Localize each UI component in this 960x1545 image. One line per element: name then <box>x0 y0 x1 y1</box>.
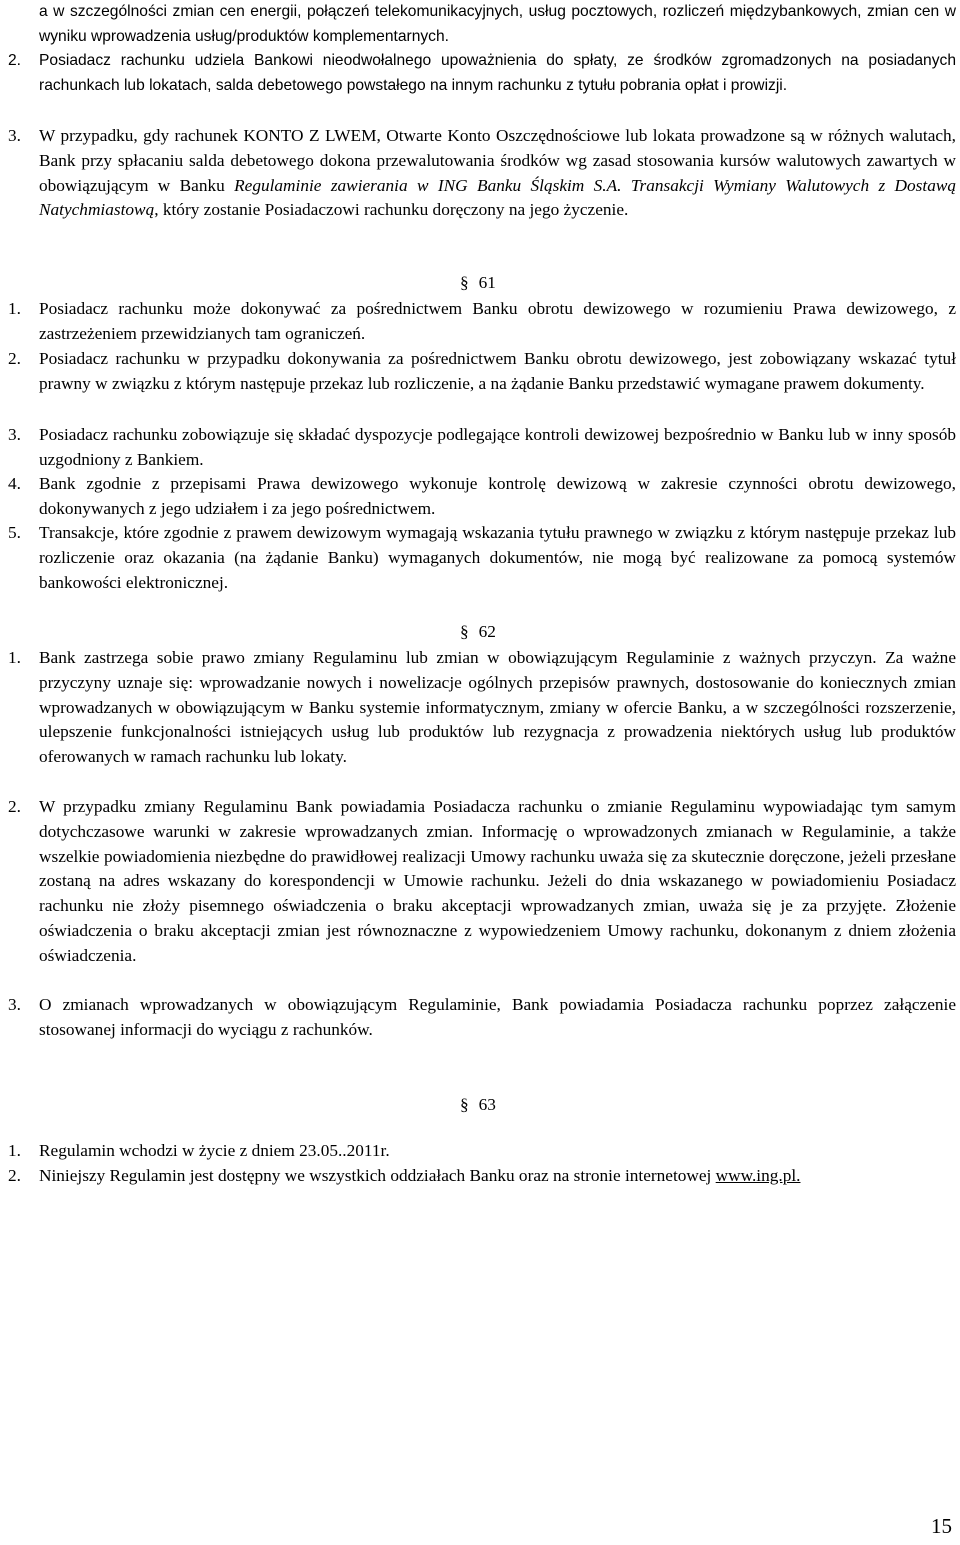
list-item <box>8 795 956 969</box>
item-number: 2. <box>8 1166 21 1185</box>
section-symbol: § <box>460 273 469 292</box>
item-number: 3. <box>8 126 21 145</box>
list-item <box>8 124 956 223</box>
section-heading-63 <box>460 1093 496 1117</box>
list-item <box>8 993 956 1043</box>
item-number: 3. <box>8 425 21 444</box>
item-text: Posiadacz rachunku udziela Bankowi nieodwołalnego upoważnienia do spłaty, ze środków zgromadzonych na posiadanych rachunkach lub lokatach, salda debetowego powstałego na innym rachunku z tytułu pobrania opłat i prowizji. <box>39 52 956 94</box>
list-item <box>8 423 956 473</box>
item-text: Bank zgodnie z przepisami Prawa dewizowego wykonuje kontrolę dewizową w zakresie czynności obrotu dewizowego, dokonywanych z jego udziałem i za jego pośrednictwem. <box>39 474 956 518</box>
item-text: Bank zastrzega sobie prawo zmiany Regulaminu lub zmian w obowiązującym Regulaminie z ważnych przyczyn. Za ważne przyczyny uznaje się: wprowadzanie nowych i nowelizacje ogólnych przepisów prawnych, dostosowanie do koniecznych zmian wprowadzanych w obowiązującym w Banku systemie informatycznym, zmiany w ofercie Banku, a w szczególności rozszerzenie, ulepszenie funkcjonalności istniejących usług lub produktów lub rezygnacja z prowadzenia niektórych usług lub produktów oferowanych w ramach rachunku lub lokaty. <box>39 648 956 767</box>
item-text: Transakcje, które zgodnie z prawem dewizowym wymagają wskazania tytułu prawnego w związku z którym następuje przekaz lub rozliczenie oraz okazania (na żądanie Banku) wymaganych dokumentów, nie mogą być realizowane za pomocą systemów bankowości elektronicznej. <box>39 523 956 592</box>
text-run: Niniejszy Regulamin jest dostępny we wszystkich oddziałach Banku oraz na stronie internetowej <box>39 1166 716 1185</box>
item-text <box>39 1164 956 1189</box>
item-number: 4. <box>8 474 21 493</box>
item-text: Regulamin wchodzi w życie z dniem 23.05..2011r. <box>39 1141 390 1160</box>
section-number: 63 <box>478 1095 496 1114</box>
item-text: Posiadacz rachunku w przypadku dokonywania za pośrednictwem Banku obrotu dewizowego, jest zobowiązany wskazać tytuł prawny w związku z którym następuje przekaz lub rozliczenie, a na żądanie Banku przedstawić wymagane prawem dokumenty. <box>39 349 956 393</box>
text-run: , który zostanie Posiadaczowi rachunku doręczony na jego życzenie. <box>154 200 629 220</box>
item-number: 1. <box>8 299 21 318</box>
text-run: W przypadku, gdy rachunek KONTO Z LWEM, Otwarte Konto Oszczędnościowe lub lokata prowadzone są w różnych walutach, Bank przy spłacaniu salda debetowego dokona przewalutowania środków wg zasad stosowania kursów walutowych zawartych w obowiązującym w Banku <box>39 126 956 195</box>
item-text: Posiadacz rachunku może dokonywać za pośrednictwem Banku obrotu dewizowego w rozumieniu Prawa dewizowego, z zastrzeżeniem przewidzianych tam ograniczeń. <box>39 299 956 343</box>
item-number: 2. <box>8 797 21 816</box>
list-item <box>8 1164 956 1189</box>
list-item <box>8 347 956 397</box>
website-link[interactable]: www.ing.pl. <box>715 1166 801 1185</box>
italic-reference: Regulaminie zawierania w ING Banku Śląskim S.A. Transakcji Wymiany Walutowych z Dostawą Natychmiastową <box>39 175 957 220</box>
item-number: 5. <box>8 523 21 542</box>
page-number: 15 <box>931 1514 952 1538</box>
section-symbol: § <box>460 622 469 641</box>
item-number: 1. <box>8 1141 21 1160</box>
item-number: 2. <box>8 52 22 69</box>
section-heading-62 <box>460 620 496 644</box>
section-symbol: § <box>460 1095 469 1114</box>
section-number: 62 <box>478 622 496 641</box>
list-item <box>8 49 956 98</box>
list-item <box>8 646 956 770</box>
list-item <box>8 297 956 347</box>
list-item <box>8 521 956 595</box>
item-number: 2. <box>8 349 21 368</box>
item-number: 3. <box>8 995 21 1014</box>
item-text <box>39 124 956 223</box>
section-heading-61 <box>460 271 496 295</box>
item-number: 1. <box>8 648 21 667</box>
item-text: W przypadku zmiany Regulaminu Bank powiadamia Posiadacza rachunku o zmianie Regulaminu wypowiadając tym samym dotychczasowe warunki w zakresie wprowadzanych zmian. Informację o wprowadzonych zmianach w Regulaminie, a także wszelkie powiadomienia niezbędne do prawidłowej realizacji Umowy rachunku uważa się za skutecznie doręczone, jeżeli przesłane zostaną na adres wskazany do korespondencji w Umowie rachunku. Jeżeli do dnia wskazanego w powiadomieniu Posiadacz rachunku nie złoży pisemnego oświadczenia o braku akceptacji wprowadzanych zmian, uważa się je za przyjęte. Złożenie oświadczenia o braku akceptacji zmian jest równoznaczne z wypowiedzeniem Umowy rachunku, dokonanym z dniem złożenia oświadczenia. <box>39 797 956 965</box>
list-item <box>8 472 956 522</box>
item-text: Posiadacz rachunku zobowiązuje się składać dyspozycje podlegające kontroli dewizowej bezpośrednio w Banku lub w inny sposób uzgodniony z Bankiem. <box>39 425 956 469</box>
section-number: 61 <box>478 273 496 292</box>
paragraph-continuation: a w szczególności zmian cen energii, połączeń telekomunikacyjnych, usług pocztowych, rozliczeń międzybankowych, zmian cen w wyniku wprowadzenia usług/produktów komplementarnych. <box>39 3 956 45</box>
list-item <box>8 1139 956 1164</box>
item-text: O zmianach wprowadzanych w obowiązującym Regulaminie, Bank powiadamia Posiadacza rachunku poprzez załączenie stosowanej informacji do wyciągu z rachunków. <box>39 995 956 1039</box>
